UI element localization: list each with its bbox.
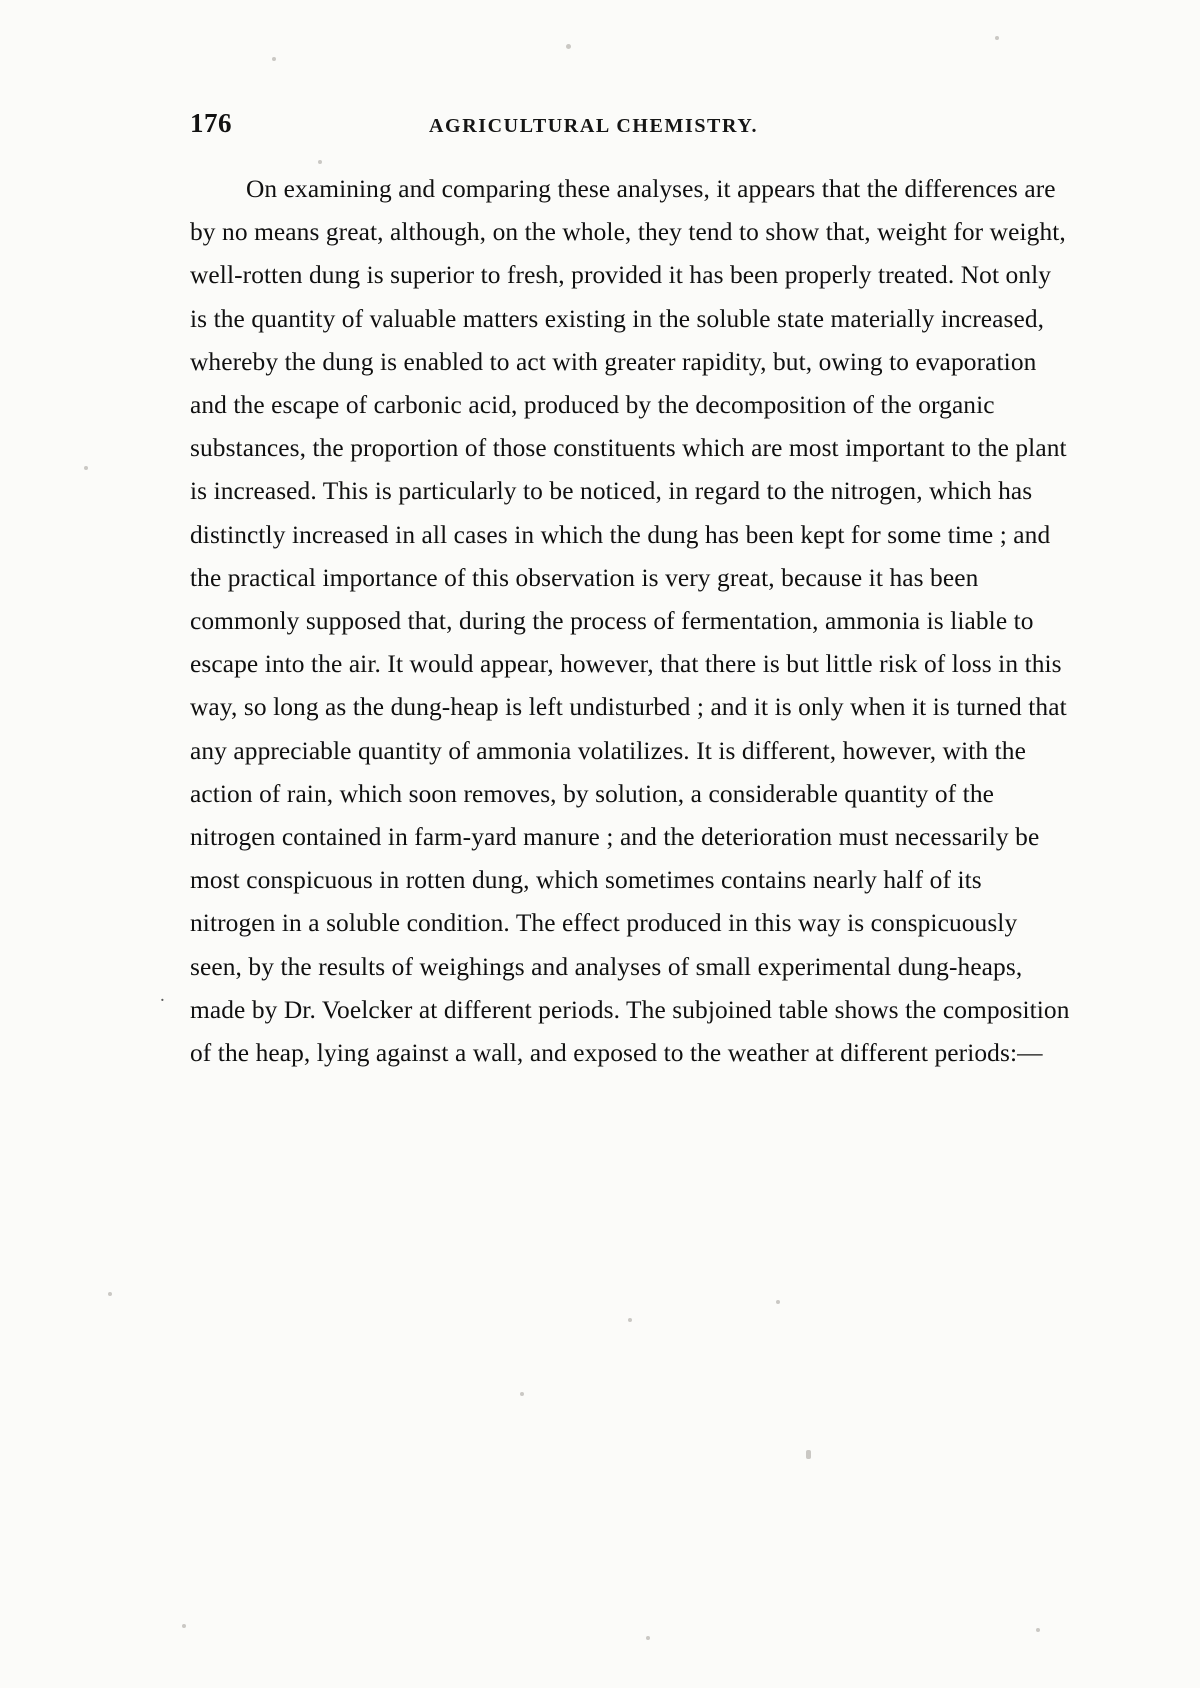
margin-speck-mark: . [160,985,165,1006]
running-head: AGRICULTURAL CHEMISTRY. [429,115,759,137]
print-speck-icon [995,36,999,40]
print-speck-icon [646,1636,650,1640]
print-speck-icon [182,1624,186,1628]
print-speck-icon [84,466,88,470]
print-speck-icon [272,57,276,61]
print-speck-icon [520,1392,524,1396]
print-speck-icon [566,44,571,49]
paragraph: On examining and comparing these analyses, it appears that the differences are by no means great, although, on the whole, they tend to show that, weight for weight, well-rotten dung is superior to fresh, provided it has been properly treated. Not only is the quantity of valuable matters existing in the soluble state materially increased, whereby the dung is enabled to act with greater rapidity, but, owing to evaporation and the escape of carbonic acid, produced by the decomposition of the organic substances, the proportion of those constituents which are most important to the plant is increased. This is particularly to be noticed, in regard to the nitrogen, which has distinctly increased in all cases in which the dung has been kept for some time ; and the practical importance of this observation is very great, because it has been commonly supposed that, during the process of fermentation, ammonia is liable to escape into the air. It would appear, however, that there is but little risk of loss in this way, so long as the dung-heap is left undisturbed ; and it is only when it is turned that any appreciable quantity of ammonia volatilizes. It is different, however, with the action of rain, which soon removes, by solution, a considerable quantity of the nitrogen contained in farm-yard manure ; and the deterioration must necessarily be most conspicuous in rotten dung, which sometimes contains nearly half of its nitrogen in a soluble condition. The effect produced in this way is conspicuously seen, by the results of weighings and analyses of small experimental dung-heaps, made by Dr. Voelcker at different periods. The subjoined table shows the composition of the heap, lying against a wall, and exposed to the weather at different periods:— [190,175,1070,1068]
print-speck-icon [108,1292,112,1296]
print-speck-icon [806,1450,811,1459]
page-header [190,108,1030,140]
body-text-block [190,168,1070,1075]
page-number: 176 [190,108,232,138]
print-speck-icon [776,1300,780,1304]
print-speck-icon [318,160,322,164]
print-speck-icon [628,1318,632,1322]
print-speck-icon [1036,1628,1040,1632]
